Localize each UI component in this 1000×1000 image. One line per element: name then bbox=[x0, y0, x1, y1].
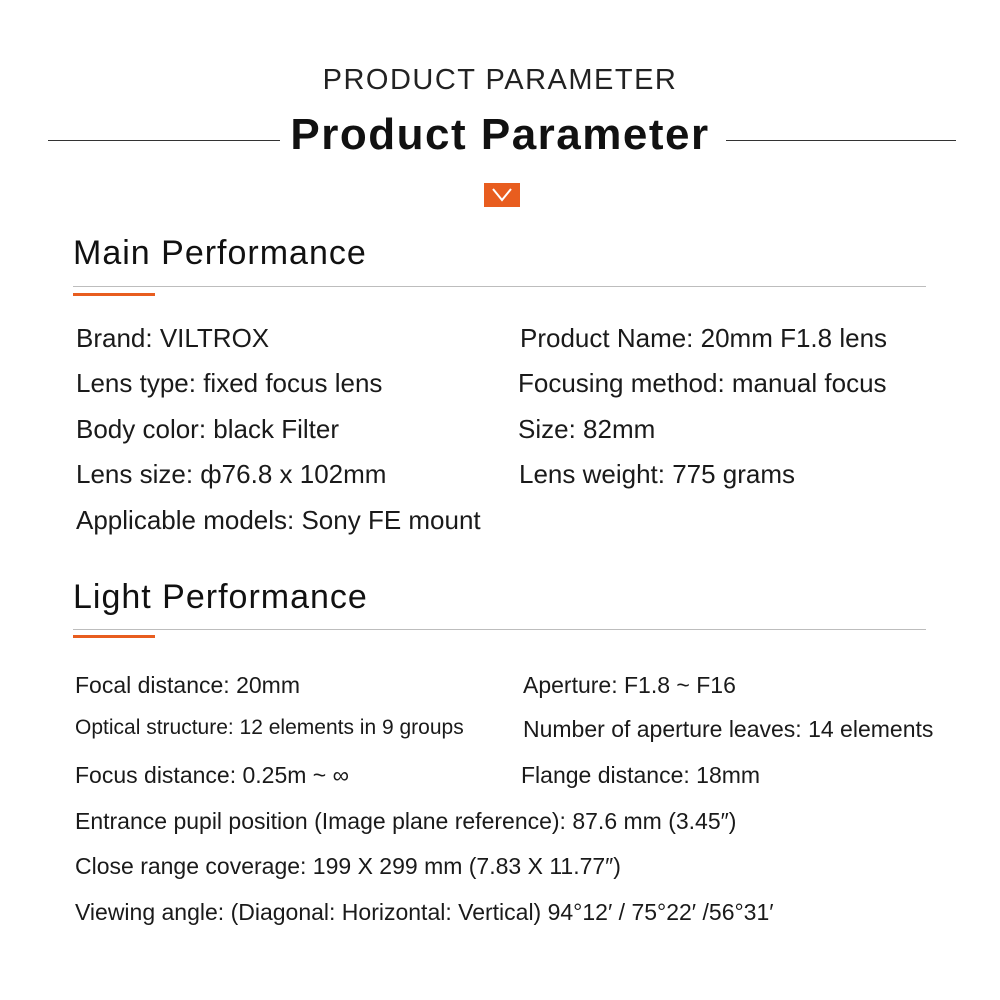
spec-brand: Brand: VILTROX bbox=[76, 323, 270, 353]
spec-close-range-coverage: Close range coverage: 199 X 299 mm (7.83 X 11.77″) bbox=[75, 853, 621, 879]
spec-body-color: Body color: black Filter bbox=[76, 414, 339, 444]
page-subtitle: PRODUCT PARAMETER bbox=[322, 64, 678, 96]
spec-entrance-pupil: Entrance pupil position (Image plane reference): 87.6 mm (3.45″) bbox=[75, 808, 737, 834]
spec-flange-distance: Flange distance: 18mm bbox=[521, 762, 761, 788]
spec-lens-size: Lens size: ф76.8 x 102mm bbox=[76, 459, 387, 489]
spec-viewing-angle: Viewing angle: (Diagonal: Horizontal: Vertical) 94°12′ / 75°22′ /56°31′ bbox=[75, 899, 774, 925]
spec-size: Size: 82mm bbox=[518, 414, 656, 444]
spec-product-name: Product Name: 20mm F1.8 lens bbox=[520, 323, 888, 353]
page-title: Product Parameter bbox=[290, 110, 710, 159]
spec-lens-weight: Lens weight: 775 grams bbox=[519, 459, 796, 489]
spec-aperture-leaves: Number of aperture leaves: 14 elements bbox=[523, 716, 934, 742]
section-divider bbox=[73, 286, 926, 287]
spec-optical-structure: Optical structure: 12 elements in 9 groups bbox=[75, 716, 464, 739]
spec-focusing-method: Focusing method: manual focus bbox=[518, 368, 887, 398]
chevron-down-icon bbox=[484, 183, 520, 207]
section-title-light-performance: Light Performance bbox=[73, 578, 368, 616]
section-accent-bar bbox=[73, 635, 155, 638]
section-title-main-performance: Main Performance bbox=[73, 234, 367, 272]
spec-focal-distance: Focal distance: 20mm bbox=[75, 672, 300, 698]
spec-lens-type: Lens type: fixed focus lens bbox=[76, 368, 383, 398]
spec-aperture: Aperture: F1.8 ~ F16 bbox=[523, 672, 736, 698]
section-divider bbox=[73, 629, 926, 630]
spec-focus-distance: Focus distance: 0.25m ~ ∞ bbox=[75, 762, 350, 788]
spec-applicable-models: Applicable models: Sony FE mount bbox=[76, 505, 481, 535]
section-accent-bar bbox=[73, 293, 155, 296]
title-divider-right bbox=[726, 140, 956, 141]
